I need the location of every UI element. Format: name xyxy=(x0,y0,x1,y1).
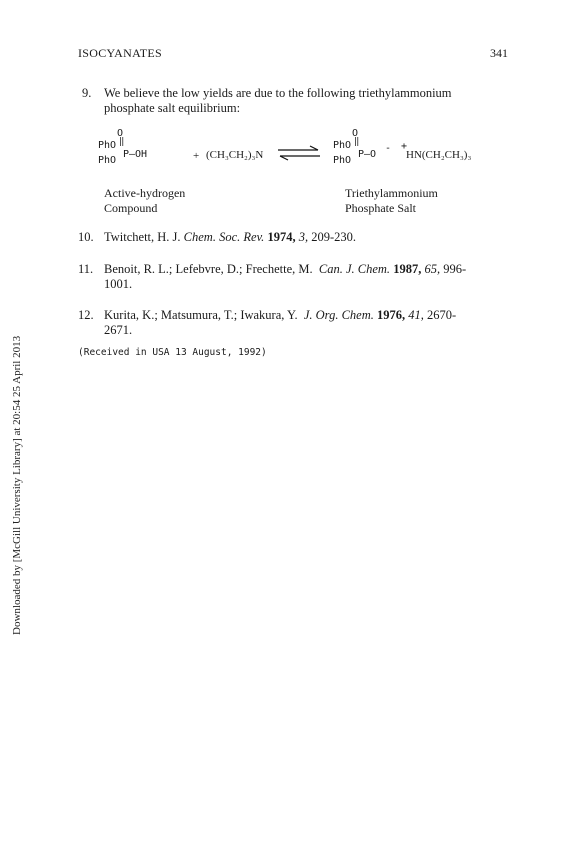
received-date: (Received in USA 13 August, 1992) xyxy=(78,347,267,358)
reference-volume: 3, xyxy=(298,230,309,244)
double-bond-mark: ‖ xyxy=(354,137,360,147)
oxygen-label: O xyxy=(117,128,124,139)
phenoxy-label: PhO xyxy=(98,155,117,166)
positive-charge: + xyxy=(401,141,408,152)
double-bond-mark: ‖ xyxy=(119,137,125,147)
reaction-scheme xyxy=(98,130,518,180)
page-number: 341 xyxy=(490,46,508,60)
reference-pages-cont: 2671. xyxy=(104,323,133,337)
plus-sign: + xyxy=(193,150,200,162)
phosphate-anion: P–O xyxy=(358,149,377,160)
reference-journal: J. Org. Chem. xyxy=(303,308,374,322)
reference-authors: Kurita, K.; Matsumura, T.; Iwakura, Y. xyxy=(104,308,298,322)
oxygen-label: O xyxy=(352,128,359,139)
right-caption: Triethylammonium Phosphate Salt xyxy=(345,186,438,215)
running-header: ISOCYANATES xyxy=(78,46,162,60)
left-caption: Active-hydrogen Compound xyxy=(104,186,186,215)
phenoxy-label: PhO xyxy=(98,140,117,151)
phenoxy-label: PhO xyxy=(333,155,352,166)
download-watermark: Downloaded by [McGill University Library] at 20:54 25 April 2013 xyxy=(11,335,23,635)
reference-journal: Can. J. Chem. xyxy=(318,262,391,276)
note-number: 11. xyxy=(78,262,94,276)
note-text xyxy=(104,86,452,116)
equilibrium-arrows-icon xyxy=(276,145,322,161)
reference-journal: Chem. Soc. Rev. xyxy=(183,230,265,244)
reference-entry xyxy=(104,230,356,245)
note-line: We believe the low yields are due to the following triethylammonium xyxy=(104,86,452,100)
reference-pages: 996- xyxy=(443,262,467,276)
negative-charge: - xyxy=(385,143,392,154)
reference-pages-cont: 1001. xyxy=(104,277,133,291)
reference-authors: Twitchett, H. J. xyxy=(104,230,181,244)
reference-year: 1976, xyxy=(377,308,406,322)
reference-year: 1974, xyxy=(267,230,296,244)
note-number: 10. xyxy=(78,230,94,244)
ammonium-cation: HN(CH₂CH₃)₃ xyxy=(406,149,472,161)
reference-pages: 2670- xyxy=(427,308,457,322)
phosphorus-acid: P–OH xyxy=(123,149,148,160)
triethylamine: (CH₃CH₂)₃N xyxy=(206,149,264,161)
reference-volume: 41, xyxy=(408,308,424,322)
note-number: 12. xyxy=(78,308,94,322)
reference-volume: 65, xyxy=(424,262,441,276)
reference-entry xyxy=(104,262,524,292)
reference-pages: 209-230. xyxy=(311,230,356,244)
reference-authors: Benoit, R. L.; Lefebvre, D.; Frechette, M. xyxy=(104,262,313,276)
reference-entry xyxy=(104,308,524,338)
phenoxy-label: PhO xyxy=(333,140,352,151)
note-number: 9. xyxy=(82,86,92,100)
reference-year: 1987, xyxy=(393,262,422,276)
note-line: phosphate salt equilibrium: xyxy=(104,101,241,115)
